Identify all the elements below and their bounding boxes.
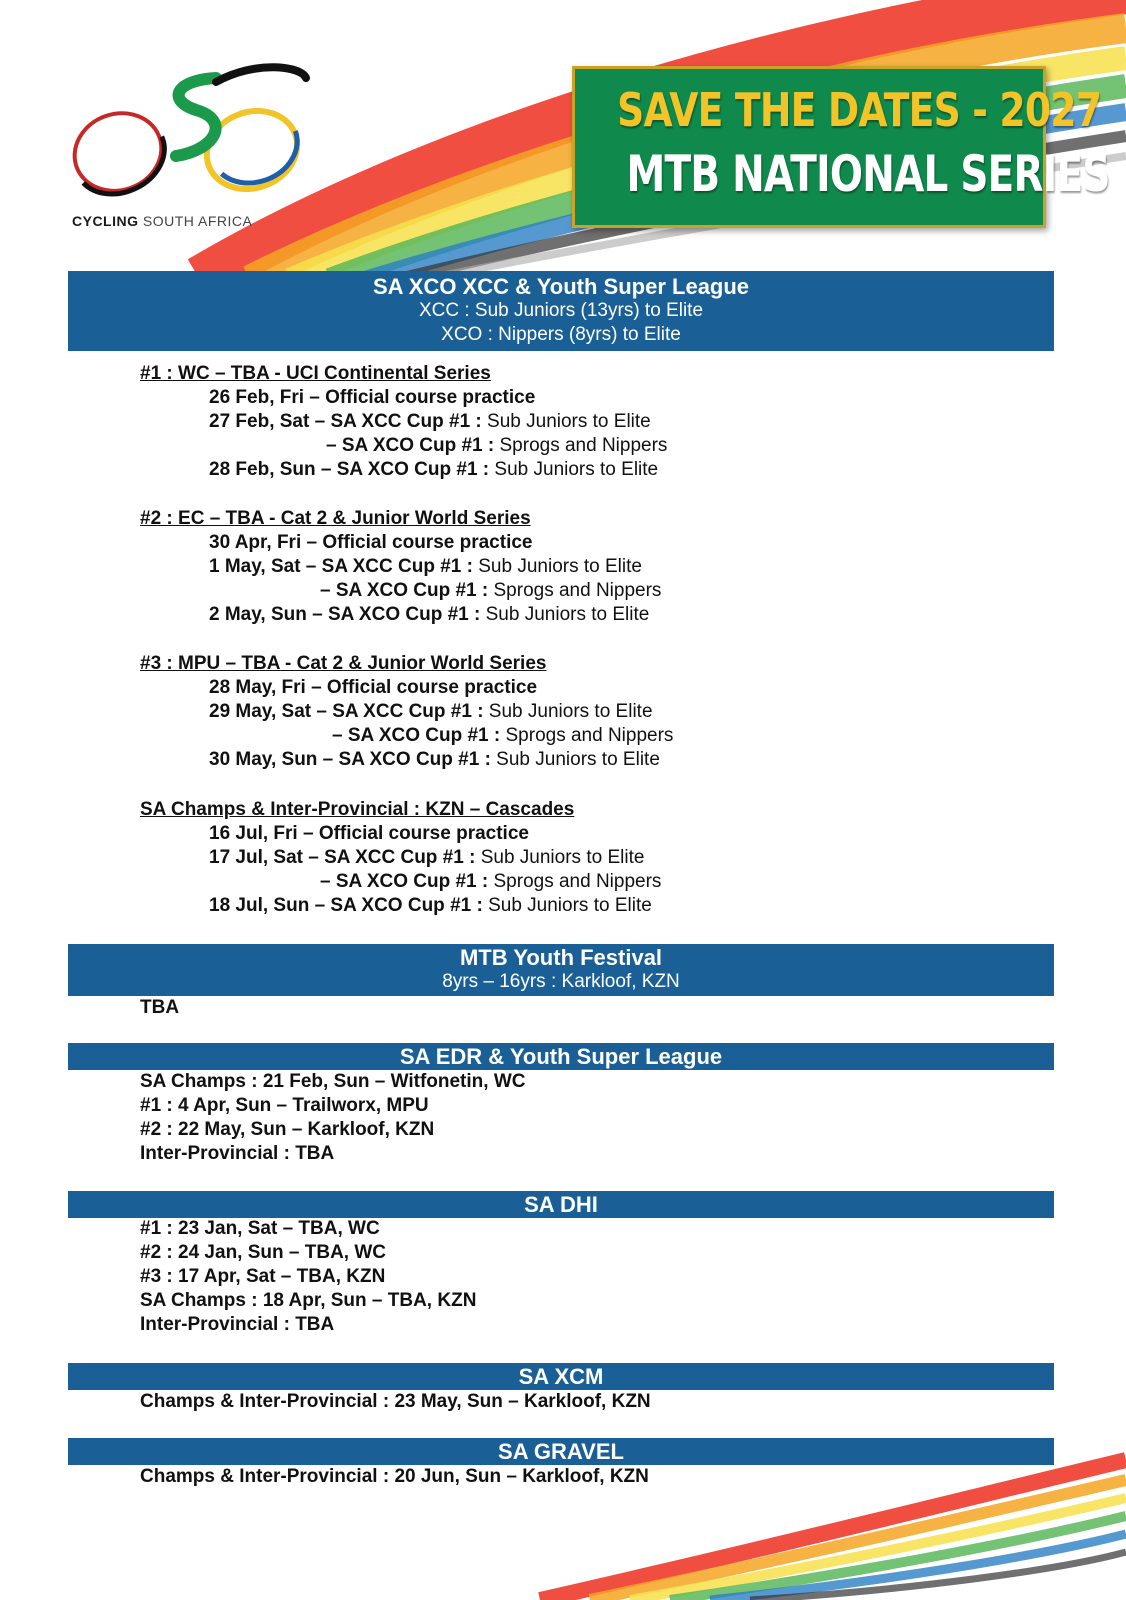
banner-title: SAVE THE DATES - 2027 — [617, 83, 1102, 137]
event-row-detail-text: Sub Juniors to Elite — [475, 847, 645, 868]
event-row-detail-text: Sub Juniors to Elite — [481, 411, 651, 432]
event-heading: #2 : EC – TBA - Cat 2 & Junior World Series — [140, 508, 531, 529]
event-row — [209, 748, 660, 772]
event-row — [209, 894, 652, 918]
banner-subtitle: MTB NATIONAL SERIES — [626, 145, 1110, 203]
event-row — [332, 724, 673, 748]
section-title: SA GRAVEL — [498, 1439, 624, 1464]
section-line: #1 : 23 Jan, Sat – TBA, WC — [140, 1218, 380, 1239]
event-heading: #3 : MPU – TBA - Cat 2 & Junior World Series — [140, 653, 547, 674]
section-line: Inter-Provincial : TBA — [140, 1143, 335, 1164]
event-row-bold-text: 28 May, Fri – Official course practice — [209, 677, 538, 698]
event-heading: SA Champs & Inter-Provincial : KZN – Cascades — [140, 799, 575, 820]
section-title: SA EDR & Youth Super League — [399, 1044, 723, 1069]
section-line: TBA — [140, 997, 180, 1018]
section-line: #2 : 24 Jan, Sun – TBA, WC — [140, 1242, 386, 1263]
event-row-detail-text: Sub Juniors to Elite — [472, 556, 642, 577]
event-row-bold-text: 28 Feb, Sun – SA XCO Cup #1 : — [209, 459, 490, 480]
section-title: SA XCM — [518, 1364, 604, 1389]
event-row — [209, 676, 537, 700]
event-row-detail-text: Sub Juniors to Elite — [483, 701, 653, 722]
section-header-youth — [68, 944, 1054, 996]
event-row — [209, 822, 529, 846]
event-row-detail-text: Sub Juniors to Elite — [490, 749, 660, 770]
event-row-bold-text: 17 Jul, Sat – SA XCC Cup #1 : — [209, 847, 476, 868]
section-header-dhi — [68, 1191, 1054, 1218]
event-row — [209, 458, 658, 482]
event-row-detail-text: Sprogs and Nippers — [500, 725, 674, 746]
section-line: #1 : 4 Apr, Sun – Trailworx, MPU — [140, 1095, 429, 1116]
section-subtitle: XCO : Nippers (8yrs) to Elite — [441, 324, 681, 345]
section-line: Champs & Inter-Provincial : 23 May, Sun – Karkloof, KZN — [140, 1391, 651, 1412]
section-title: SA XCO XCC & Youth Super League — [372, 274, 750, 299]
event-row — [326, 434, 667, 458]
event-row-bold-text: 30 May, Sun – SA XCO Cup #1 : — [209, 749, 491, 770]
event-row-detail-text: Sub Juniors to Elite — [480, 604, 650, 625]
section-line: SA Champs : 18 Apr, Sun – TBA, KZN — [140, 1290, 477, 1311]
section-header-edr — [68, 1043, 1054, 1070]
event-row-bold-text: 29 May, Sat – SA XCC Cup #1 : — [209, 701, 484, 722]
event-row — [320, 579, 661, 603]
section-header-xcm — [68, 1363, 1054, 1390]
logo-wordmark: CYCLING SOUTH AFRICA — [72, 213, 253, 229]
event-row-detail-text: Sub Juniors to Elite — [482, 895, 652, 916]
event-row-bold-text: 30 Apr, Fri – Official course practice — [209, 532, 533, 553]
section-line: #2 : 22 May, Sun – Karkloof, KZN — [140, 1119, 435, 1140]
cyclist-logo-icon — [66, 60, 326, 210]
event-row-detail-text: Sprogs and Nippers — [488, 580, 662, 601]
event-row-detail-text: Sprogs and Nippers — [488, 871, 662, 892]
event-row-bold-text: 16 Jul, Fri – Official course practice — [209, 823, 529, 844]
event-row-bold-text: 26 Feb, Fri – Official course practice — [209, 387, 536, 408]
event-row-bold-text: – SA XCO Cup #1 : — [320, 871, 489, 892]
event-heading: #1 : WC – TBA - UCI Continental Series — [140, 363, 491, 384]
event-row-bold-text: – SA XCO Cup #1 : — [332, 725, 501, 746]
save-the-dates-banner — [572, 66, 1110, 228]
event-row-bold-text: 1 May, Sat – SA XCC Cup #1 : — [209, 556, 473, 577]
section-header-gravel — [68, 1438, 1054, 1465]
event-row-detail-text: Sprogs and Nippers — [494, 435, 668, 456]
section-line: Champs & Inter-Provincial : 20 Jun, Sun – Karkloof, KZN — [140, 1466, 649, 1487]
event-row-bold-text: – SA XCO Cup #1 : — [326, 435, 495, 456]
event-row — [320, 870, 661, 894]
section-line: Inter-Provincial : TBA — [140, 1314, 335, 1335]
section-subtitle: XCC : Sub Juniors (13yrs) to Elite — [418, 300, 704, 321]
event-row-detail-text: Sub Juniors to Elite — [489, 459, 659, 480]
section-line: SA Champs : 21 Feb, Sun – Witfonetin, WC — [140, 1071, 526, 1092]
section-title: MTB Youth Festival — [459, 945, 663, 970]
event-row — [209, 555, 642, 579]
section-line: #3 : 17 Apr, Sat – TBA, KZN — [140, 1266, 386, 1287]
event-row — [209, 603, 649, 627]
event-row — [209, 700, 653, 724]
event-row-bold-text: 2 May, Sun – SA XCO Cup #1 : — [209, 604, 481, 625]
event-row-bold-text: 18 Jul, Sun – SA XCO Cup #1 : — [209, 895, 483, 916]
event-row — [209, 531, 532, 555]
event-row — [209, 410, 651, 434]
event-row — [209, 386, 535, 410]
section-title: SA DHI — [524, 1192, 598, 1217]
section-header-xco — [68, 271, 1054, 351]
event-row-bold-text: 27 Feb, Sat – SA XCC Cup #1 : — [209, 411, 482, 432]
event-row — [209, 846, 644, 870]
section-subtitle: 8yrs – 16yrs : Karkloof, KZN — [442, 971, 680, 992]
event-row-bold-text: – SA XCO Cup #1 : — [320, 580, 489, 601]
cycling-south-africa-logo — [66, 60, 326, 240]
